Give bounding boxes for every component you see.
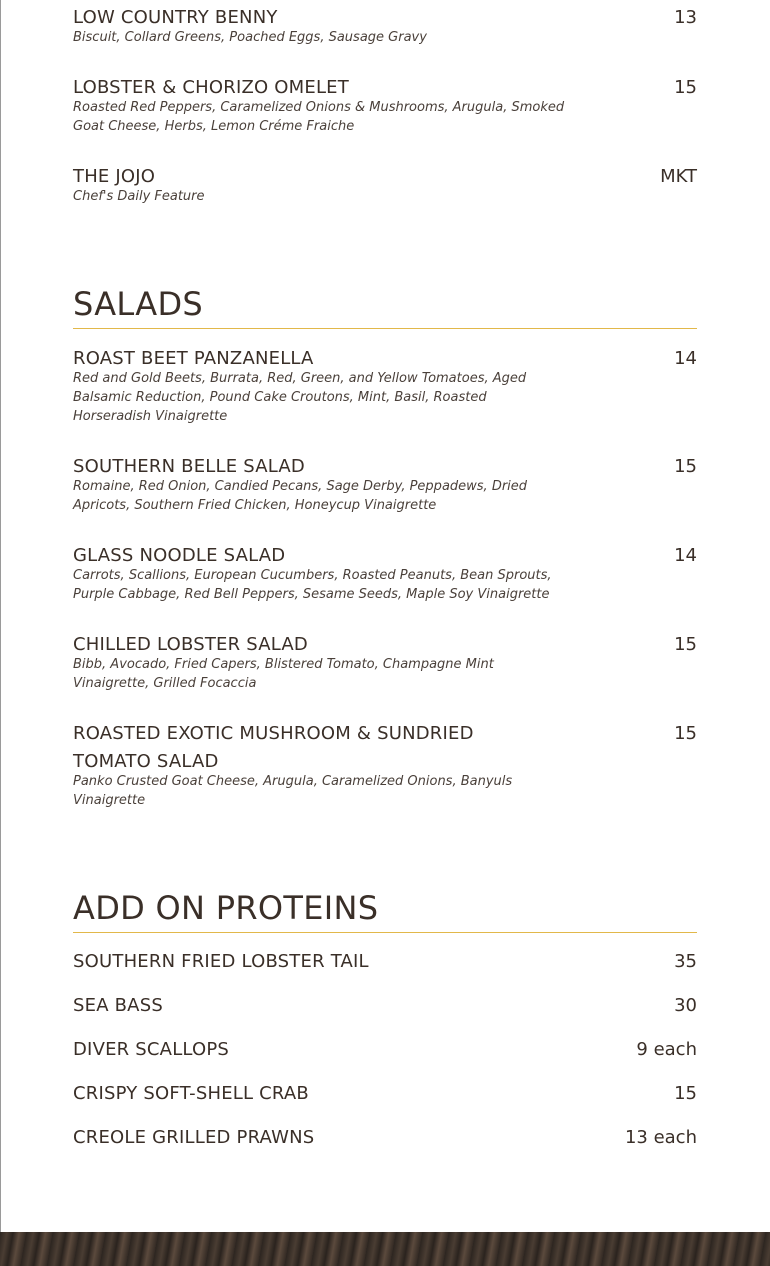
menu-item	[73, 631, 697, 693]
item-name: SOUTHERN FRIED LOBSTER TAIL	[73, 951, 369, 972]
item-price: 9 each	[636, 1039, 697, 1060]
item-description: Biscuit, Collard Greens, Poached Eggs, Sausage Gravy	[73, 30, 427, 45]
item-name: LOBSTER & CHORIZO OMELET	[73, 77, 349, 98]
menu-item	[73, 4, 697, 47]
item-name: SOUTHERN BELLE SALAD	[73, 456, 305, 477]
menu-item	[73, 163, 697, 206]
item-price: 15	[674, 1083, 697, 1104]
item-price: 15	[674, 456, 697, 477]
item-description: Roasted Red Peppers, Caramelized Onions & Mushrooms, Arugula, Smoked Goat Cheese, Herbs, Lemon Créme Fraiche	[73, 100, 565, 134]
salads-section	[73, 284, 697, 329]
item-name: DIVER SCALLOPS	[73, 1039, 230, 1060]
item-name: SEA BASS	[73, 995, 163, 1016]
section-heading: SALADS	[73, 285, 204, 323]
protein-item	[73, 1036, 697, 1064]
menu-item	[73, 345, 697, 426]
item-name: THE JOJO	[73, 166, 156, 187]
item-name: ROAST BEET PANZANELLA	[73, 348, 314, 369]
menu-item	[73, 542, 697, 604]
protein-item	[73, 1080, 697, 1108]
item-name: GLASS NOODLE SALAD	[73, 545, 286, 566]
footer-image-strip	[0, 1232, 770, 1266]
item-name: CREOLE GRILLED PRAWNS	[73, 1127, 315, 1148]
item-price: 13 each	[624, 1127, 697, 1148]
item-price: 30	[674, 995, 697, 1016]
item-price: 15	[674, 723, 697, 744]
item-name: ROASTED EXOTIC MUSHROOM & SUNDRIED TOMATO SALAD	[73, 723, 474, 772]
item-description: Carrots, Scallions, European Cucumbers, Roasted Peanuts, Bean Sprouts, Purple Cabbage, Red Bell Peppers, Sesame Seeds, Maple Soy Vinaigrette	[73, 568, 552, 602]
item-price: 15	[674, 634, 697, 655]
item-description: Red and Gold Beets, Burrata, Red, Green, and Yellow Tomatoes, Aged Balsamic Reduction, Pound Cake Croutons, Mint, Basil, Roasted Horseradish Vinaigrette	[73, 371, 527, 424]
menu-item	[73, 720, 697, 810]
item-name: LOW COUNTRY BENNY	[73, 7, 278, 28]
item-description: Romaine, Red Onion, Candied Pecans, Sage Derby, Peppadews, Dried Apricots, Southern Fried Chicken, Honeycup Vinaigrette	[73, 479, 528, 513]
section-divider	[73, 932, 697, 933]
item-name: CRISPY SOFT-SHELL CRAB	[73, 1083, 309, 1104]
item-description: Panko Crusted Goat Cheese, Arugula, Caramelized Onions, Banyuls Vinaigrette	[73, 774, 513, 808]
item-description: Chef's Daily Feature	[73, 189, 205, 204]
item-price: 14	[674, 348, 697, 369]
section-divider	[73, 328, 697, 329]
proteins-section	[73, 888, 697, 933]
menu-item	[73, 453, 697, 515]
item-price: 35	[674, 951, 697, 972]
protein-item	[73, 1124, 697, 1152]
section-heading: ADD ON PROTEINS	[73, 889, 379, 927]
item-price: 15	[674, 77, 697, 98]
item-name: CHILLED LOBSTER SALAD	[73, 634, 308, 655]
item-description: Bibb, Avocado, Fried Capers, Blistered Tomato, Champagne Mint Vinaigrette, Grilled Focaccia	[73, 657, 494, 691]
item-price: 13	[674, 7, 697, 28]
left-border	[0, 0, 1, 1232]
item-price: MKT	[660, 166, 697, 187]
protein-item	[73, 948, 697, 976]
protein-item	[73, 992, 697, 1020]
item-price: 14	[674, 545, 697, 566]
menu-item	[73, 74, 697, 136]
